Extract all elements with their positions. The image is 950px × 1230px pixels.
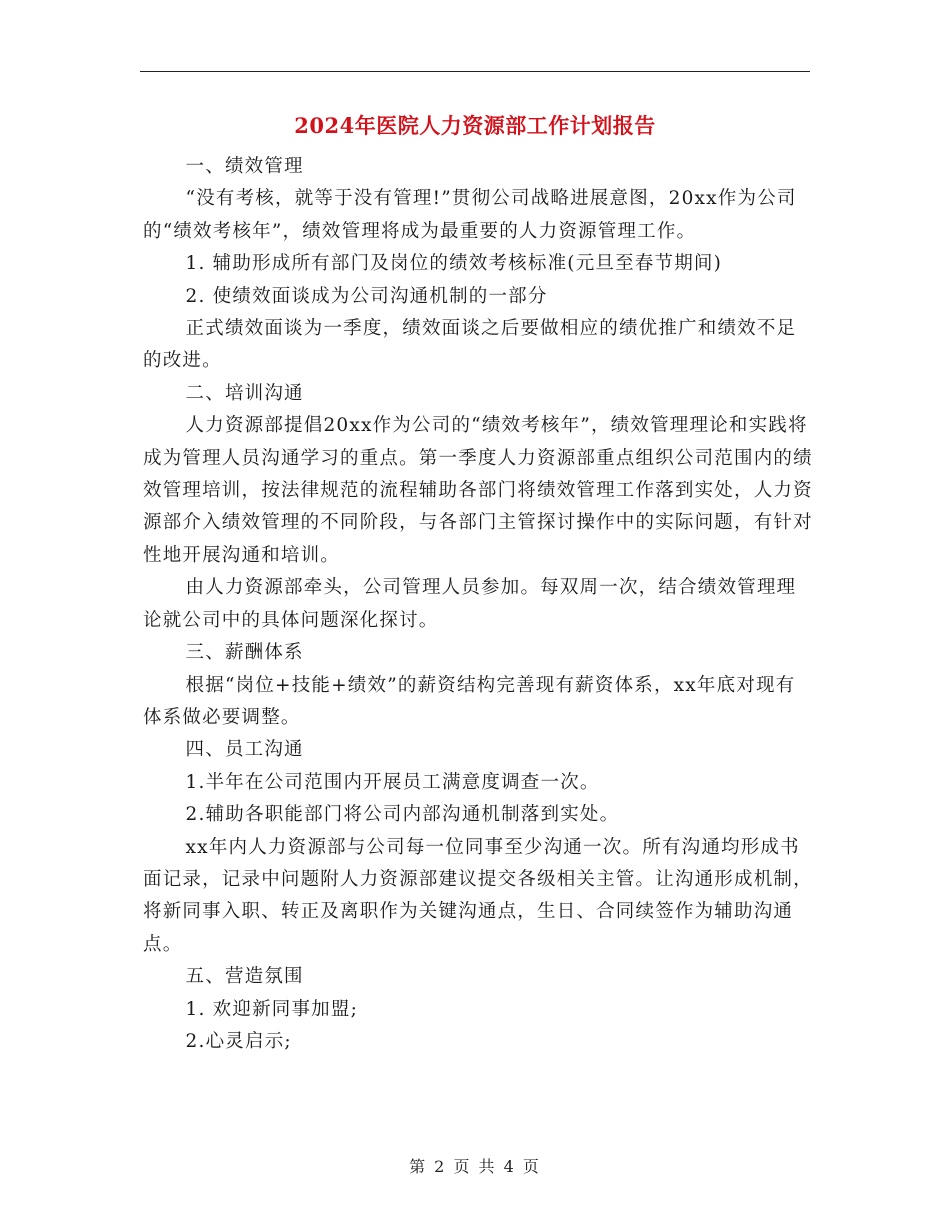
- section-heading-atmosphere: 五、营造氛围: [185, 966, 304, 988]
- list-item: 1.半年在公司范围内开展员工满意度调查一次。: [185, 771, 600, 793]
- list-item: 2.辅助各职能部门将公司内部沟通机制落到实处。: [185, 804, 620, 826]
- list-item: 1. 欢迎新同事加盟;: [185, 998, 359, 1020]
- document-body: [143, 151, 815, 1058]
- header-rule: [140, 71, 810, 72]
- section-heading-compensation: 三、薪酬体系: [185, 642, 304, 664]
- paragraph: xx年内人力资源部与公司每一位同事至少沟通一次。所有沟通均形成书面记录，记录中问题附人力资源部建议提交各级相关主管。让沟通形成机制，将新同事入职、转正及离职作为关键沟通点，生日、合同续签作为辅助沟通点。: [143, 836, 813, 955]
- list-item: 1. 辅助形成所有部门及岗位的绩效考核标准(元旦至春节期间): [185, 253, 723, 275]
- paragraph: 由人力资源部牵头，公司管理人员参加。每双周一次，结合绩效管理理论就公司中的具体问题深化探讨。: [143, 577, 797, 631]
- document-title: 2024年医院人力资源部工作计划报告: [294, 113, 656, 138]
- paragraph: 人力资源部提倡20xx作为公司的“绩效考核年”，绩效管理理论和实践将成为管理人员沟通学习的重点。第一季度人力资源部重点组织公司范围内的绩效管理培训，按法律规范的流程辅助各部门将绩效管理工作落到实处，人力资源部介入绩效管理的不同阶段，与各部门主管探讨操作中的实际问题，有针对性地开展沟通和培训。: [143, 415, 813, 566]
- list-item: 2. 使绩效面谈成为公司沟通机制的一部分: [185, 285, 548, 307]
- paragraph: 根据“岗位+技能+绩效”的薪资结构完善现有薪资体系，xx年底对现有体系做必要调整。: [143, 674, 796, 728]
- page-number-footer: 第 2 页 共 4 页: [409, 1157, 541, 1176]
- list-item: 2.心灵启示;: [185, 1030, 292, 1052]
- paragraph: “没有考核，就等于没有管理!”贯彻公司战略进展意图，20xx作为公司的“绩效考核年”，绩效管理将成为最重要的人力资源管理工作。: [143, 188, 797, 242]
- section-heading-performance: 一、绩效管理: [185, 156, 304, 177]
- paragraph: 正式绩效面谈为一季度，绩效面谈之后要做相应的绩优推广和绩效不足的改进。: [143, 318, 797, 372]
- section-heading-employee-communication: 四、员工沟通: [185, 739, 304, 761]
- section-heading-training: 二、培训沟通: [185, 382, 304, 404]
